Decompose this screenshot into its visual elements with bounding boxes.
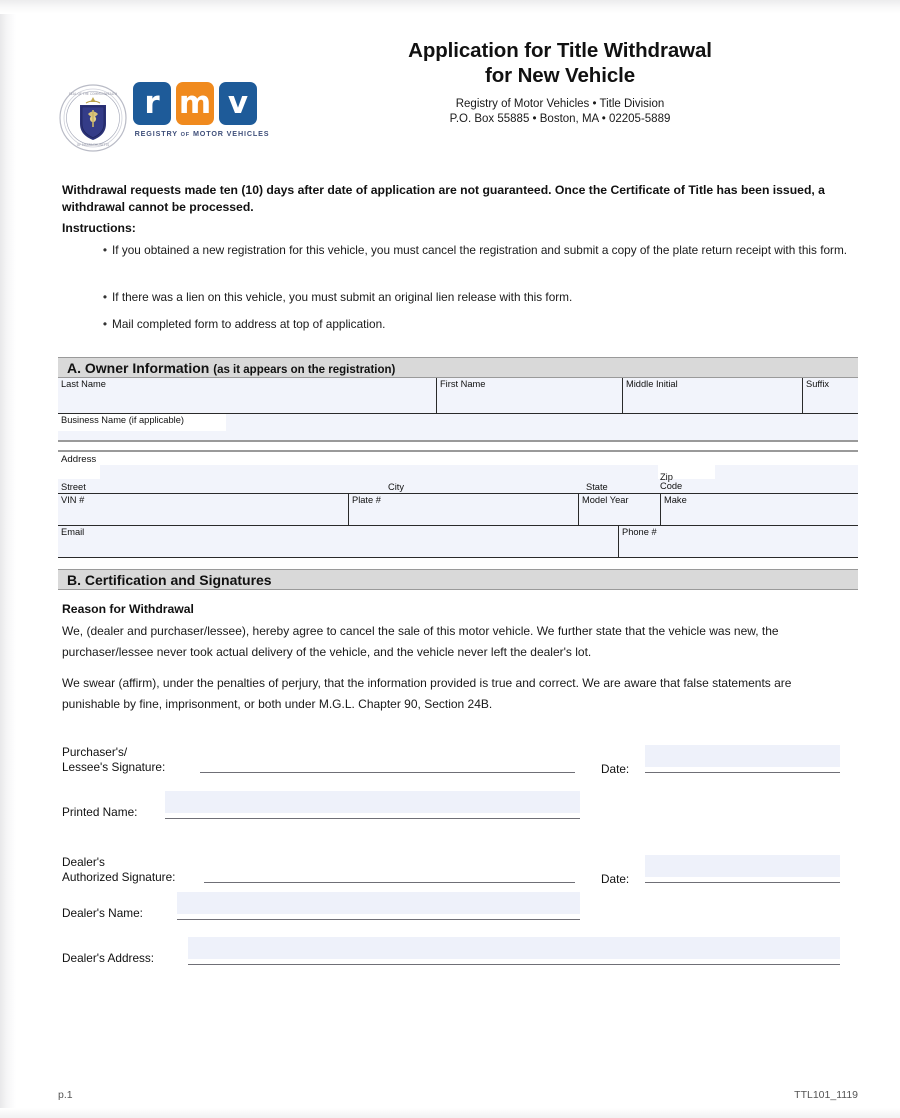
instruction-bullet-text: If there was a lien on this vehicle, you must submit an original lien release with this form. — [112, 290, 573, 304]
street-label: Street — [61, 482, 86, 492]
purchaser-signature-label — [62, 745, 165, 775]
instructions-label: Instructions: — [62, 221, 136, 235]
zip-code-label-line-2: Code — [660, 481, 683, 492]
dealer-signature-label-line-2: Authorized Signature: — [62, 870, 176, 884]
bullet-dot-icon: • — [102, 290, 108, 304]
dealer-date-label: Date: — [601, 872, 630, 886]
footer-form-code: TTL101_1119 — [794, 1089, 858, 1101]
section-a-subtitle: (as it appears on the registration) — [213, 364, 396, 376]
phone-field[interactable] — [618, 526, 858, 558]
address-row-top-rule — [58, 450, 858, 452]
plate-field[interactable] — [348, 494, 578, 526]
instruction-bullet-text: If you obtained a new registration for this vehicle, you must cancel the registration and submit a copy of the plate return receipt with this form. — [112, 243, 848, 257]
purchaser-date-line[interactable] — [645, 772, 840, 773]
make-label: Make — [664, 495, 687, 505]
bullet-dot-icon: • — [102, 243, 108, 257]
email-label: Email — [61, 527, 85, 537]
dealer-address-label: Dealer's Address: — [62, 951, 155, 965]
dealer-address-input[interactable] — [188, 937, 840, 959]
suffix-field[interactable] — [802, 378, 858, 414]
last-name-field[interactable] — [58, 378, 436, 414]
purchaser-signature-line[interactable] — [200, 772, 575, 773]
dealer-address-line[interactable] — [188, 964, 840, 965]
first-name-field[interactable] — [436, 378, 622, 414]
rmv-letter-v: v — [219, 82, 257, 125]
document-subtitle-division: Registry of Motor Vehicles • Title Division — [455, 98, 665, 110]
printed-name-label: Printed Name: — [62, 805, 138, 819]
certification-paragraph-2: We swear (affirm), under the penalties of perjury, that the information provided is true and correct. We are aware that false statements are punishable by fine, imprisonment, or both under M.G.L. Chapter 90, Section 24B. — [62, 676, 792, 711]
zip-code-label-line-1: Zip — [660, 471, 673, 482]
plate-label: Plate # — [352, 495, 381, 505]
section-b-header: B. Certification and Signatures — [58, 569, 858, 590]
vehicle-row — [58, 494, 858, 526]
contact-row — [58, 526, 858, 558]
owner-information-table — [58, 378, 858, 414]
middle-initial-label: Middle Initial — [626, 379, 678, 389]
dealer-signature-label — [62, 855, 175, 885]
rmv-tagline-of: OF — [180, 132, 191, 138]
printed-name-line[interactable] — [165, 818, 580, 819]
dealer-signature-line[interactable] — [204, 882, 575, 883]
instruction-bullet-text: Mail completed form to address at top of application. — [112, 317, 386, 331]
city-label: City — [388, 482, 405, 492]
section-a-header — [58, 357, 858, 378]
svg-text:SEAL OF THE COMMONWEALTH: SEAL OF THE COMMONWEALTH — [68, 92, 118, 96]
rmv-tagline-motor-vehicles: MOTOR VEHICLES — [192, 129, 270, 138]
instruction-bullet — [60, 315, 860, 333]
dealer-name-input[interactable] — [177, 892, 580, 914]
model-year-label: Model Year — [582, 495, 629, 505]
dealer-date-line[interactable] — [645, 882, 840, 883]
svg-text:OF MASSACHUSETTS: OF MASSACHUSETTS — [76, 143, 110, 147]
document-title — [300, 38, 820, 88]
withdrawal-notice: Withdrawal requests made ten (10) days after date of application are not guaranteed. Once the Certificate of Title has been issued, a withdrawal cannot be processed. — [62, 183, 825, 214]
section-a-title: A. Owner Information — [67, 360, 214, 376]
vin-field[interactable] — [58, 494, 348, 526]
make-field[interactable] — [660, 494, 858, 526]
document-title-line-2: for New Vehicle — [484, 64, 636, 87]
rmv-letter-m: m — [176, 82, 214, 125]
rmv-tagline — [133, 129, 271, 138]
address-row[interactable] — [58, 450, 858, 494]
footer-page-number: p.1 — [58, 1089, 73, 1101]
address-label-backdrop — [58, 465, 100, 479]
vin-label: VIN # — [61, 495, 85, 505]
reason-for-withdrawal-label: Reason for Withdrawal — [62, 602, 194, 616]
dealer-name-line[interactable] — [177, 919, 580, 920]
printed-name-input[interactable] — [165, 791, 580, 813]
rmv-logo — [133, 82, 271, 144]
purchaser-date-input[interactable] — [645, 745, 840, 767]
document-header — [0, 38, 900, 147]
document-title-line-1: Application for Title Withdrawal — [408, 39, 712, 62]
document-subtitle-address: P.O. Box 55885 • Boston, MA • 02205-5889 — [449, 113, 671, 125]
business-name-label: Business Name (if applicable) — [61, 415, 184, 425]
address-label: Address — [61, 454, 97, 465]
purchaser-date-label: Date: — [601, 762, 630, 776]
bullet-dot-icon: • — [102, 317, 108, 331]
first-name-label: First Name — [440, 379, 486, 389]
massachusetts-state-seal-icon — [58, 83, 128, 153]
middle-initial-field[interactable] — [622, 378, 802, 414]
address-field[interactable] — [58, 465, 858, 494]
rmv-tagline-registry: REGISTRY — [134, 129, 178, 138]
business-name-row[interactable] — [58, 414, 858, 442]
certification-paragraph-1: We, (dealer and purchaser/lessee), hereby agree to cancel the sale of this motor vehicle. We further state that the vehicle was new, the purchaser/lessee never took actual delivery of the vehicle, and the vehicle never left the dealer's lot. — [62, 624, 779, 659]
title-block — [300, 38, 820, 127]
zip-code-label — [660, 473, 682, 492]
instruction-bullet — [60, 241, 860, 259]
dealer-name-label: Dealer's Name: — [62, 906, 143, 920]
rmv-letter-r: r — [133, 82, 171, 125]
model-year-field[interactable] — [578, 494, 660, 526]
phone-label: Phone # — [622, 527, 657, 537]
instruction-bullet — [60, 288, 860, 306]
suffix-label: Suffix — [806, 379, 830, 389]
state-label: State — [586, 482, 608, 492]
email-field[interactable] — [58, 526, 618, 558]
purchaser-signature-label-line-2: Lessee's Signature: — [62, 760, 166, 774]
dealer-signature-label-line-1: Dealer's — [62, 855, 105, 869]
last-name-label: Last Name — [61, 379, 106, 389]
dealer-date-input[interactable] — [645, 855, 840, 877]
owner-name-row — [58, 378, 858, 414]
purchaser-signature-label-line-1: Purchaser's/ — [62, 745, 128, 759]
